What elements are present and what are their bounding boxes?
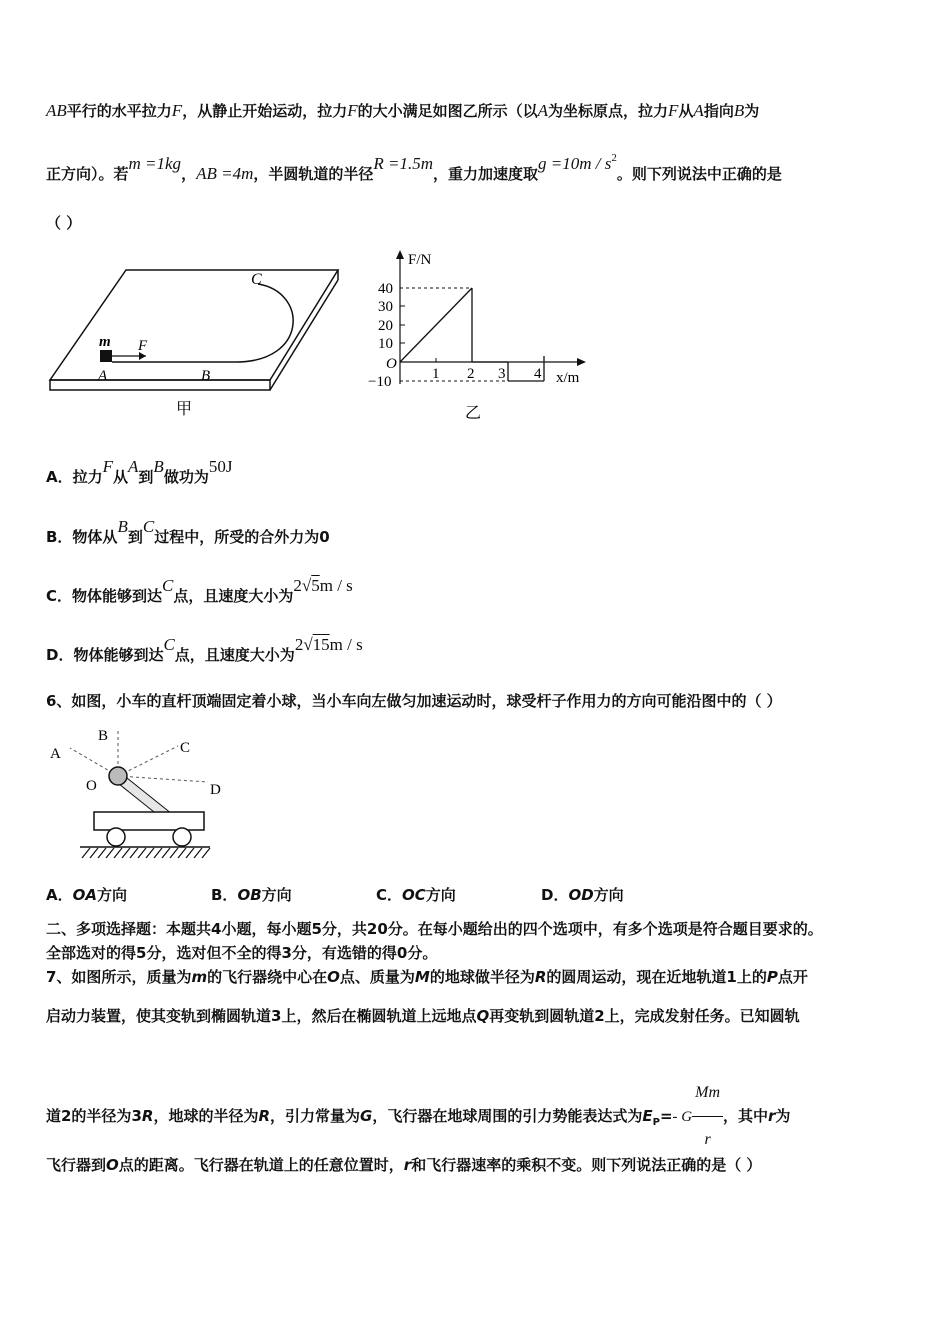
q6-cart-figure	[46, 724, 226, 864]
label-a: A	[98, 368, 108, 384]
cart-body	[94, 812, 204, 830]
q7-line2: 启动力装置，使其变轨到椭圆轨道3上，然后在椭圆轨道上远地点Q再变轨到圆轨道2上，完成发射任务。已知圆轨	[46, 1007, 800, 1025]
label-f: F	[138, 338, 148, 354]
figure-jia	[46, 262, 346, 422]
x-tick-1: 1	[432, 366, 440, 382]
section2-line1: 二、多项选择题：本题共4小题，每小题5分，共20分。在每小题给出的四个选项中，有多个选项是符合题目要求的。	[46, 920, 823, 938]
q6-option-b[interactable]: B．OB方向	[211, 886, 292, 904]
q6-option-a[interactable]: A．OA方向	[46, 886, 127, 904]
mass-value: m =1kg	[128, 154, 182, 173]
q6-stem: 6、如图，小车的直杆顶端固定着小球，当小车向左做匀加速运动时，球受杆子作用力的方向可能沿图中的（ ）	[46, 692, 782, 710]
block-m	[100, 350, 112, 362]
q7-line1: 7、如图所示，质量为m的飞行器绕中心在O点、质量为M的地球做半径为R的圆周运动，现在近地轨道1上的P点开	[46, 968, 808, 986]
y-axis-label: F/N	[408, 252, 432, 268]
label-c: C	[251, 271, 262, 288]
q5-option-a[interactable]: A．拉力F从A到B做功为50J	[46, 457, 233, 486]
fig-label-o: O	[86, 778, 97, 794]
origin-label: O	[386, 356, 397, 372]
potential-fraction: $\frac{Mm}{r}$	[692, 1070, 723, 1163]
q5-option-c[interactable]: C．物体能够到达C点，且速度大小为2√5m / s	[46, 576, 353, 605]
q5-stem-line2: 正方向）。若m =1kg，AB =4m，半圆轨道的半径R =1.5m，重力加速度取$g =10m / s^2$。则下列说法中正确的是	[46, 152, 782, 183]
fig-label-d: D	[210, 782, 221, 798]
y-tick-10: 10	[378, 336, 393, 352]
fig-label-a: A	[50, 746, 61, 762]
x-tick-3: 3	[498, 366, 506, 382]
q7-line4: 飞行器到O点的距离。飞行器在轨道上的任意位置时，r和飞行器速率的乘积不变。则下列说法正确的是（ ）	[46, 1156, 762, 1174]
x-tick-2: 2	[467, 366, 475, 382]
q5-option-d[interactable]: D．物体能够到达C点，且速度大小为2√15m / s	[46, 635, 363, 664]
q6-option-d[interactable]: D．OD方向	[541, 886, 624, 904]
q5-option-b[interactable]: B．物体从B到C过程中，所受的合外力为0	[46, 517, 330, 546]
section2-line2: 全部选对的得5分，选对但不全的得3分，有选错的得0分。	[46, 944, 438, 962]
x-axis-label: x/m	[556, 370, 580, 386]
label-yi: 乙	[465, 405, 482, 422]
x-tick-4: 4	[534, 366, 542, 382]
q6-option-c[interactable]: C．OC方向	[376, 886, 456, 904]
fig-label-c: C	[180, 740, 191, 756]
y-tick-40: 40	[378, 281, 393, 297]
ball	[109, 767, 127, 785]
y-tick-20: 20	[378, 318, 393, 334]
label-b: B	[201, 368, 211, 384]
fig-label-b: B	[98, 728, 109, 744]
q7-line3: 道2的半径为3R，地球的半径为R，引力常量为G，飞行器在地球周围的引力势能表达式为$E_P=-$ G $\frac{Mm}{r}$ ，其中r为	[46, 1070, 910, 1163]
label-m: m	[99, 334, 111, 350]
q5-answer-paren: （ ）	[46, 214, 82, 232]
figure-yi	[360, 246, 600, 426]
q5-stem-line1: AB平行的水平拉力F，从静止开始运动，拉力F的大小满足如图乙所示（以A为坐标原点，拉力F从A指向B为	[46, 101, 760, 120]
var-ab: AB	[46, 101, 67, 120]
y-tick-neg10: −10	[368, 374, 392, 390]
label-jia: 甲	[176, 401, 193, 418]
y-tick-30: 30	[378, 299, 393, 315]
